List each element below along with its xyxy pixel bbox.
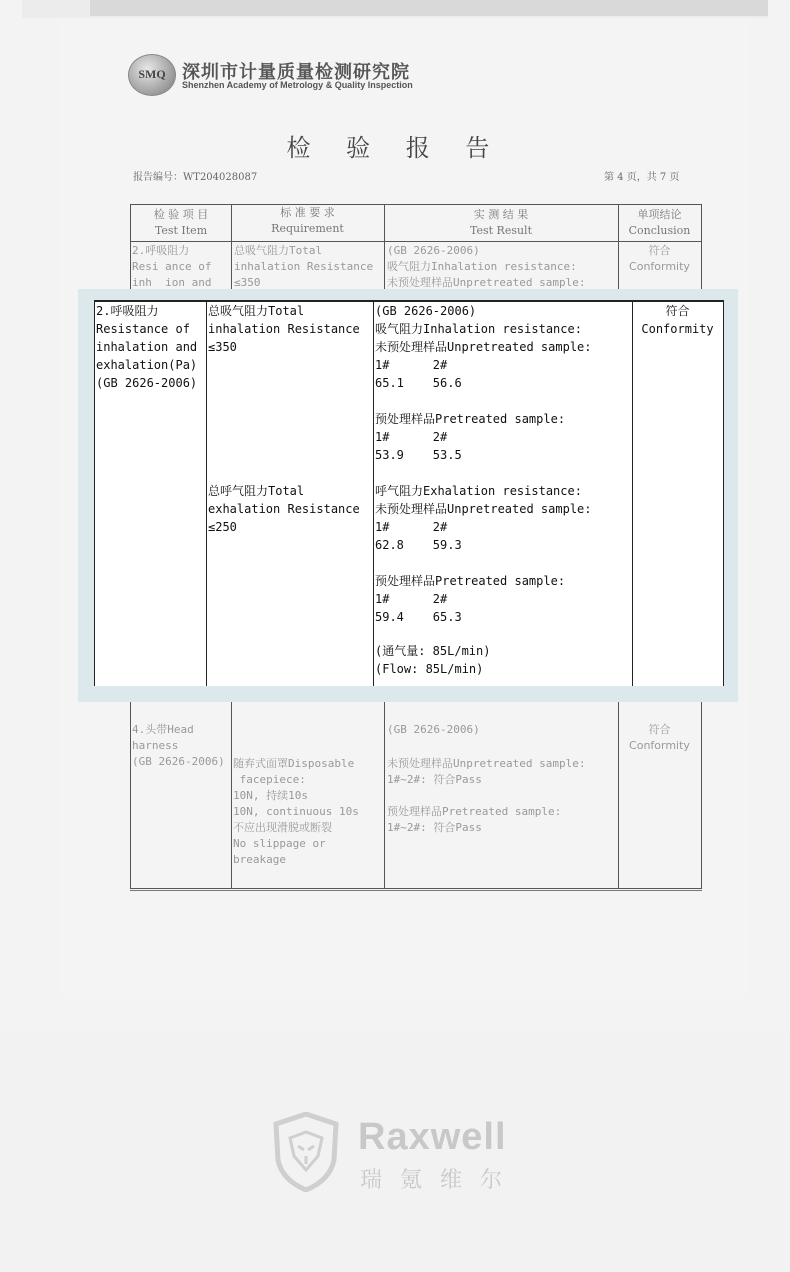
smq-logo bbox=[128, 54, 176, 96]
col-divider bbox=[231, 702, 232, 888]
row4-result-untreated: 未预处理样品Unpretreated sample: 1#~2#: 符合Pass bbox=[387, 757, 586, 786]
header-test-result: 实 测 结 果 Test Result bbox=[469, 208, 532, 237]
table-bottom-line bbox=[130, 890, 702, 891]
detail-result-exhale-treated: 预处理样品Pretreated sample: 1# 2# 59.4 65.3 bbox=[375, 574, 566, 624]
detail-req-inhalation: 总吸气阻力Total inhalation Resistance ≤350 bbox=[208, 304, 360, 354]
top-strip-inner bbox=[90, 0, 768, 16]
detail-result-flow: (通气量: 85L/min) (Flow: 85L/min) bbox=[375, 644, 491, 676]
faded-requirement-cell: 总吸气阻力Total inhalation Resistance ≤350 bbox=[234, 244, 374, 289]
header-conclusion: 单项结论 Conclusion bbox=[628, 208, 691, 237]
faded-item-cell: 2.呼吸阻力 Resi ance of inh ion and bbox=[132, 244, 212, 289]
brand-name: Raxwell bbox=[358, 1116, 507, 1158]
report-number: 报告编号：WT204028087 bbox=[133, 172, 258, 183]
detail-conclusion-cn: 符合 bbox=[665, 304, 690, 318]
row4-result-standard: (GB 2626-2006) bbox=[387, 723, 480, 736]
header-divider bbox=[131, 241, 701, 242]
col-divider bbox=[384, 702, 385, 888]
org-name-en: Shenzhen Academy of Metrology & Quality Inspection bbox=[182, 80, 413, 90]
detail-result-inhale-untreated: (GB 2626-2006) 吸气阻力Inhalation resistance: 未预处理样品Unpretreated sample: 1# 2# 65.1 56.6 bbox=[375, 304, 592, 390]
col-border bbox=[632, 302, 633, 686]
detail-result-exhale-untreated: 呼气阻力Exhalation resistance: 未预处理样品Unpretreated sample: 1# 2# 62.8 59.3 bbox=[375, 484, 592, 552]
row4-result-treated: 预处理样品Pretreated sample: 1#~2#: 符合Pass bbox=[387, 805, 562, 834]
col-border bbox=[373, 302, 374, 686]
row4-requirement-cell: 随弃式面罩Disposable facepiece: 10N, 持续10s 10N, continuous 10s 不应出现滑脱或断裂 No slippage or breakage bbox=[233, 757, 359, 866]
header-test-item: 检 验 项 目 Test Item bbox=[153, 208, 209, 237]
header-requirement: 标 准 要 求 Requirement bbox=[271, 206, 344, 235]
table-top bbox=[130, 204, 702, 291]
brand-name-cn: 瑞氪维尔 bbox=[360, 1168, 521, 1193]
faded-result-cell: (GB 2626-2006) 吸气阻力Inhalation resistance: 未预处理样品Unpretreated sample: bbox=[387, 244, 586, 289]
detail-result-inhale-treated: 预处理样品Pretreated sample: 1# 2# 53.9 53.5 bbox=[375, 412, 566, 462]
zoomed-detail-table bbox=[94, 300, 724, 686]
detail-req-exhalation: 总呼气阻力Total exhalation Resistance ≤250 bbox=[208, 484, 360, 534]
row4-conclusion-cell: 符合 Conformity bbox=[629, 723, 690, 752]
org-name-cn: 深圳市计量质量检测研究院 bbox=[182, 62, 410, 83]
detail-conclusion-en: Conformity bbox=[641, 322, 714, 336]
faded-conclusion-cell: 符合 Conformity bbox=[629, 244, 690, 273]
page-info: 第 4 页，共 7 页 bbox=[604, 172, 680, 183]
detail-item-cell: 2.呼吸阻力 Resistance of inhalation and exhalation(Pa) (GB 2626-2006) bbox=[96, 304, 198, 390]
col-border bbox=[723, 302, 724, 686]
raxwell-shield-icon bbox=[272, 1112, 340, 1192]
table-bottom bbox=[130, 702, 702, 889]
col-border bbox=[206, 302, 207, 686]
row4-item-cell: 4.头带Head harness (GB 2626-2006) bbox=[132, 723, 225, 768]
col-border bbox=[94, 302, 95, 686]
report-title: 检 验 报 告 bbox=[286, 134, 504, 162]
top-strip bbox=[22, 0, 768, 18]
logo-text: SMQ bbox=[138, 67, 166, 81]
